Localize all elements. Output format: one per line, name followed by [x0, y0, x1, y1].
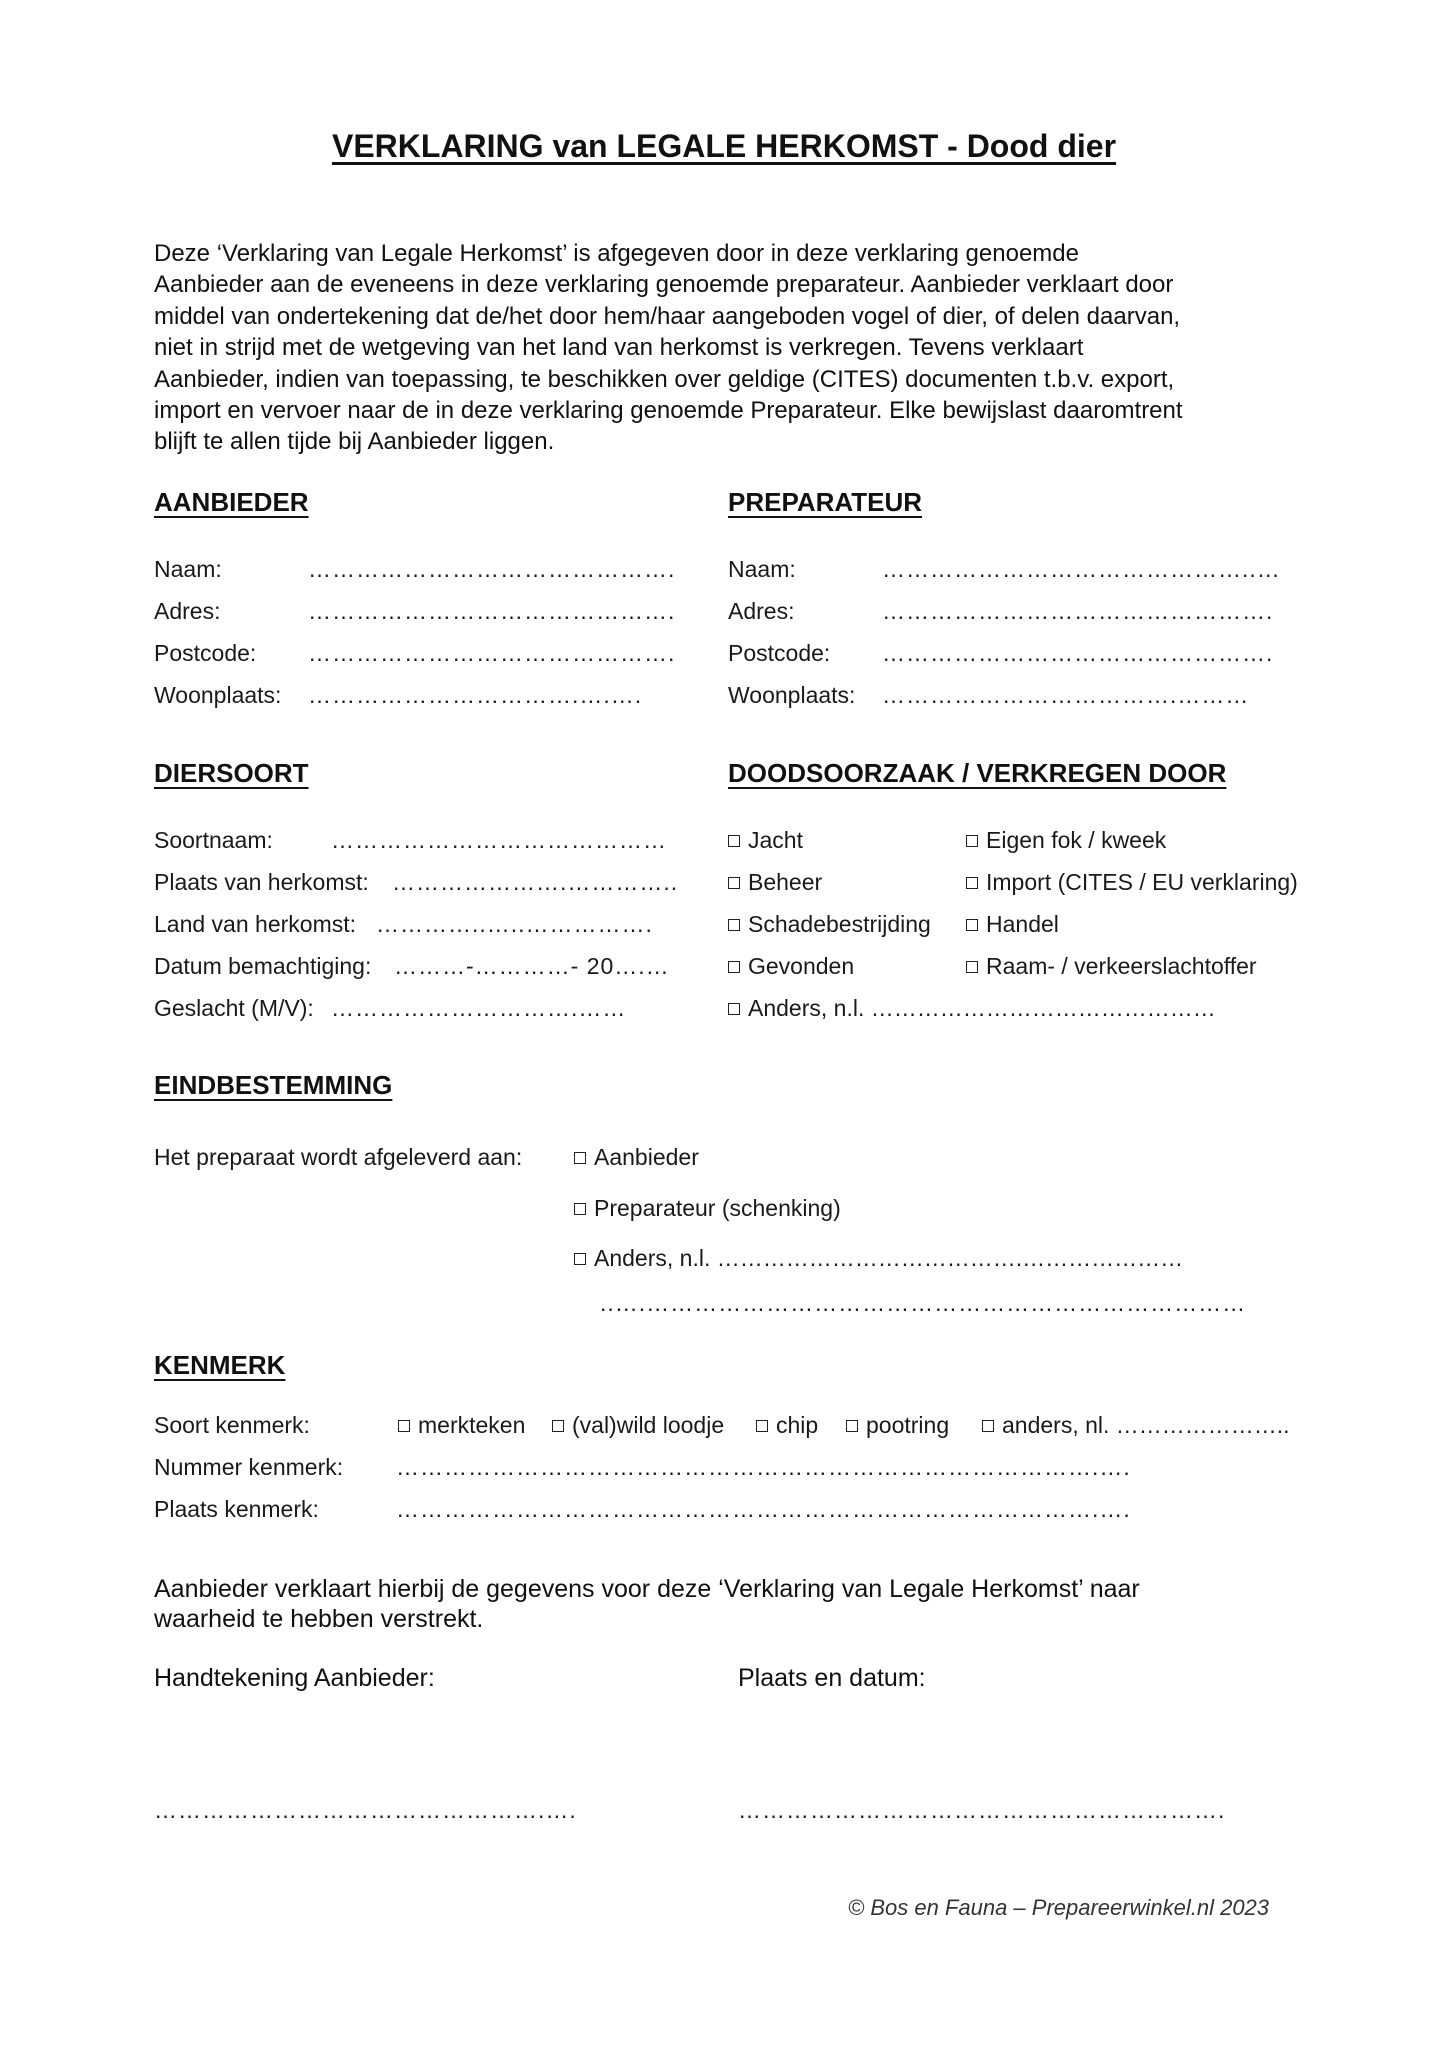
intro-line: middel van ondertekening dat de/het door hem/haar aangeboden vogel of dier, of delen daarvan, [154, 302, 1181, 330]
plaats-herkomst-label: Plaats van herkomst: [154, 869, 369, 895]
checkbox-icon [966, 835, 978, 847]
soortnaam-label: Soortnaam: [154, 827, 273, 853]
preparateur-heading: PREPARATEUR [728, 487, 923, 517]
geslacht-field[interactable]: ………………………….…… [331, 995, 627, 1021]
declaration-line: waarheid te hebben verstrekt. [154, 1605, 484, 1633]
plaats-herkomst-field[interactable]: ………………….………….. [392, 869, 679, 895]
anders-continuation-field[interactable]: ..….………………………………………………………………… [600, 1290, 1247, 1316]
option-label: Preparateur (schenking) [594, 1195, 841, 1221]
option-anders-eind[interactable] [574, 1245, 1183, 1272]
option-pootring[interactable] [846, 1412, 949, 1439]
aanbieder-address-field[interactable]: ………………………………………. [308, 598, 676, 624]
intro-line: Aanbieder aan de eveneens in deze verklaring genoemde preparateur. Aanbieder verklaart door [154, 271, 1174, 299]
intro-line: Aanbieder, indien van toepassing, te beschikken over geldige (CITES) documenten t.b.v. export, [154, 365, 1175, 393]
aanbieder-city-field[interactable]: …………………………….….…. [308, 682, 643, 708]
checkbox-icon [756, 1420, 768, 1432]
plaats-kenmerk-field[interactable]: …………………………………………………………………………….…. [396, 1496, 1131, 1522]
preparateur-address-field[interactable]: …………………………………………. [882, 598, 1274, 624]
option-label: merkteken [418, 1412, 526, 1438]
declaration-line: Aanbieder verklaart hierbij de gegevens voor deze ‘Verklaring van Legale Herkomst’ naar [154, 1575, 1140, 1603]
intro-line: niet in strijd met de wetgeving van het land van herkomst is verkregen. Tevens verklaart [154, 334, 1084, 362]
intro-line: blijft te allen tijde bij Aanbieder liggen. [154, 428, 555, 456]
doodsoorzaak-heading: DOODSOORZAAK / VERKREGEN DOOR [728, 758, 1227, 788]
option-schadebestrijding[interactable] [728, 911, 931, 938]
aanbieder-heading: AANBIEDER [154, 487, 309, 517]
checkbox-icon [574, 1152, 586, 1164]
preparateur-postcode-label: Postcode: [728, 640, 831, 666]
land-herkomst-label: Land van herkomst: [154, 911, 357, 937]
nummer-kenmerk-label: Nummer kenmerk: [154, 1454, 344, 1480]
option-gevonden[interactable] [728, 953, 854, 980]
aanbieder-name-field[interactable]: ………………………………………. [308, 556, 676, 582]
option-label: Beheer [748, 869, 823, 895]
page-title: VERKLARING van LEGALE HERKOMST - Dood dier [331, 128, 1117, 164]
soort-kenmerk-label: Soort kenmerk: [154, 1412, 310, 1438]
checkbox-icon [574, 1253, 586, 1265]
checkbox-icon [574, 1203, 586, 1215]
diersoort-heading: DIERSOORT [154, 758, 309, 788]
aanbieder-city-label: Woonplaats: [154, 682, 282, 708]
preparateur-city-label: Woonplaats: [728, 682, 856, 708]
option-label: anders, nl. ………………….. [1002, 1412, 1290, 1438]
intro-line: import en vervoer naar de in deze verklaring genoemde Preparateur. Elke bewijslast daaromtrent [154, 397, 1183, 425]
option-anders-kenmerk[interactable] [982, 1412, 1290, 1439]
option-merkteken[interactable] [398, 1412, 525, 1439]
kenmerk-heading: KENMERK [154, 1350, 286, 1380]
soortnaam-field[interactable]: …………………………………… [331, 827, 667, 853]
datum-bemachtiging-label: Datum bemachtiging: [154, 953, 372, 979]
signature-field[interactable]: ………………………………………….…. [154, 1797, 577, 1823]
checkbox-icon [728, 919, 740, 931]
checkbox-icon [728, 1003, 740, 1015]
plaats-kenmerk-label: Plaats kenmerk: [154, 1496, 319, 1522]
afgeleverd-label: Het preparaat wordt afgeleverd aan: [154, 1144, 523, 1170]
option-jacht[interactable] [728, 827, 803, 854]
datum-bemachtiging-field[interactable]: ………-…………- 20….… [394, 953, 670, 979]
declaration-text [154, 1574, 1140, 1634]
option-label: chip [776, 1412, 819, 1438]
option-aanbieder[interactable] [574, 1144, 699, 1171]
option-label: Import (CITES / EU verklaring) [986, 869, 1298, 895]
option-preparateur[interactable] [574, 1195, 841, 1222]
option-label: Schadebestrijding [748, 911, 931, 937]
option-import[interactable] [966, 869, 1298, 896]
option-label: Gevonden [748, 953, 855, 979]
aanbieder-address-label: Adres: [154, 598, 221, 624]
nummer-kenmerk-field[interactable]: …………………………………………………………………………….…. [396, 1454, 1131, 1480]
option-label: (val)wild loodje [572, 1412, 725, 1438]
option-label: Aanbieder [594, 1144, 699, 1170]
checkbox-icon [728, 961, 740, 973]
option-label: Handel [986, 911, 1059, 937]
place-date-field[interactable]: ……………………………………………………. [738, 1797, 1226, 1823]
checkbox-icon [728, 835, 740, 847]
option-chip[interactable] [756, 1412, 818, 1439]
option-label: Jacht [748, 827, 803, 853]
footer-copyright: © Bos en Fauna – Prepareerwinkel.nl 2023 [848, 1895, 1270, 1920]
geslacht-label: Geslacht (M/V): [154, 995, 314, 1021]
checkbox-icon [966, 919, 978, 931]
signature-label: Handtekening Aanbieder: [154, 1664, 435, 1692]
checkbox-icon [846, 1420, 858, 1432]
option-label: Raam- / verkeerslachtoffer [986, 953, 1257, 979]
preparateur-name-field[interactable]: ………………………………………..… [882, 556, 1281, 582]
option-handel[interactable] [966, 911, 1059, 938]
preparateur-postcode-field[interactable]: …………………………………………. [882, 640, 1274, 666]
checkbox-icon [966, 877, 978, 889]
option-label: Anders, n.l. ………………………………….………………… [594, 1245, 1184, 1271]
preparateur-name-label: Naam: [728, 556, 796, 582]
option-beheer[interactable] [728, 869, 822, 896]
land-herkomst-field[interactable]: …………..…..……………. [376, 911, 653, 937]
checkbox-icon [728, 877, 740, 889]
preparateur-city-field[interactable]: ……………………………….……… [882, 682, 1250, 708]
place-date-label: Plaats en datum: [738, 1664, 926, 1692]
preparateur-address-label: Adres: [728, 598, 795, 624]
aanbieder-name-label: Naam: [154, 556, 222, 582]
eindbestemming-heading: EINDBESTEMMING [154, 1070, 393, 1100]
option-label: Anders, n.l. ……………………………………… [748, 995, 1216, 1021]
option-eigen-fok[interactable] [966, 827, 1166, 854]
option-wild-loodje[interactable] [552, 1412, 724, 1439]
intro-paragraph [154, 238, 1314, 458]
checkbox-icon [552, 1420, 564, 1432]
checkbox-icon [982, 1420, 994, 1432]
option-verkeersslachtoffer[interactable] [966, 953, 1257, 980]
aanbieder-postcode-label: Postcode: [154, 640, 257, 666]
option-label: pootring [866, 1412, 950, 1438]
aanbieder-postcode-field[interactable]: ………………………………………. [308, 640, 676, 666]
checkbox-icon [398, 1420, 410, 1432]
option-anders[interactable] [728, 995, 1216, 1022]
intro-line: Deze ‘Verklaring van Legale Herkomst’ is afgegeven door in deze verklaring genoemde [154, 240, 1079, 267]
checkbox-icon [966, 961, 978, 973]
option-label: Eigen fok / kweek [986, 827, 1167, 853]
